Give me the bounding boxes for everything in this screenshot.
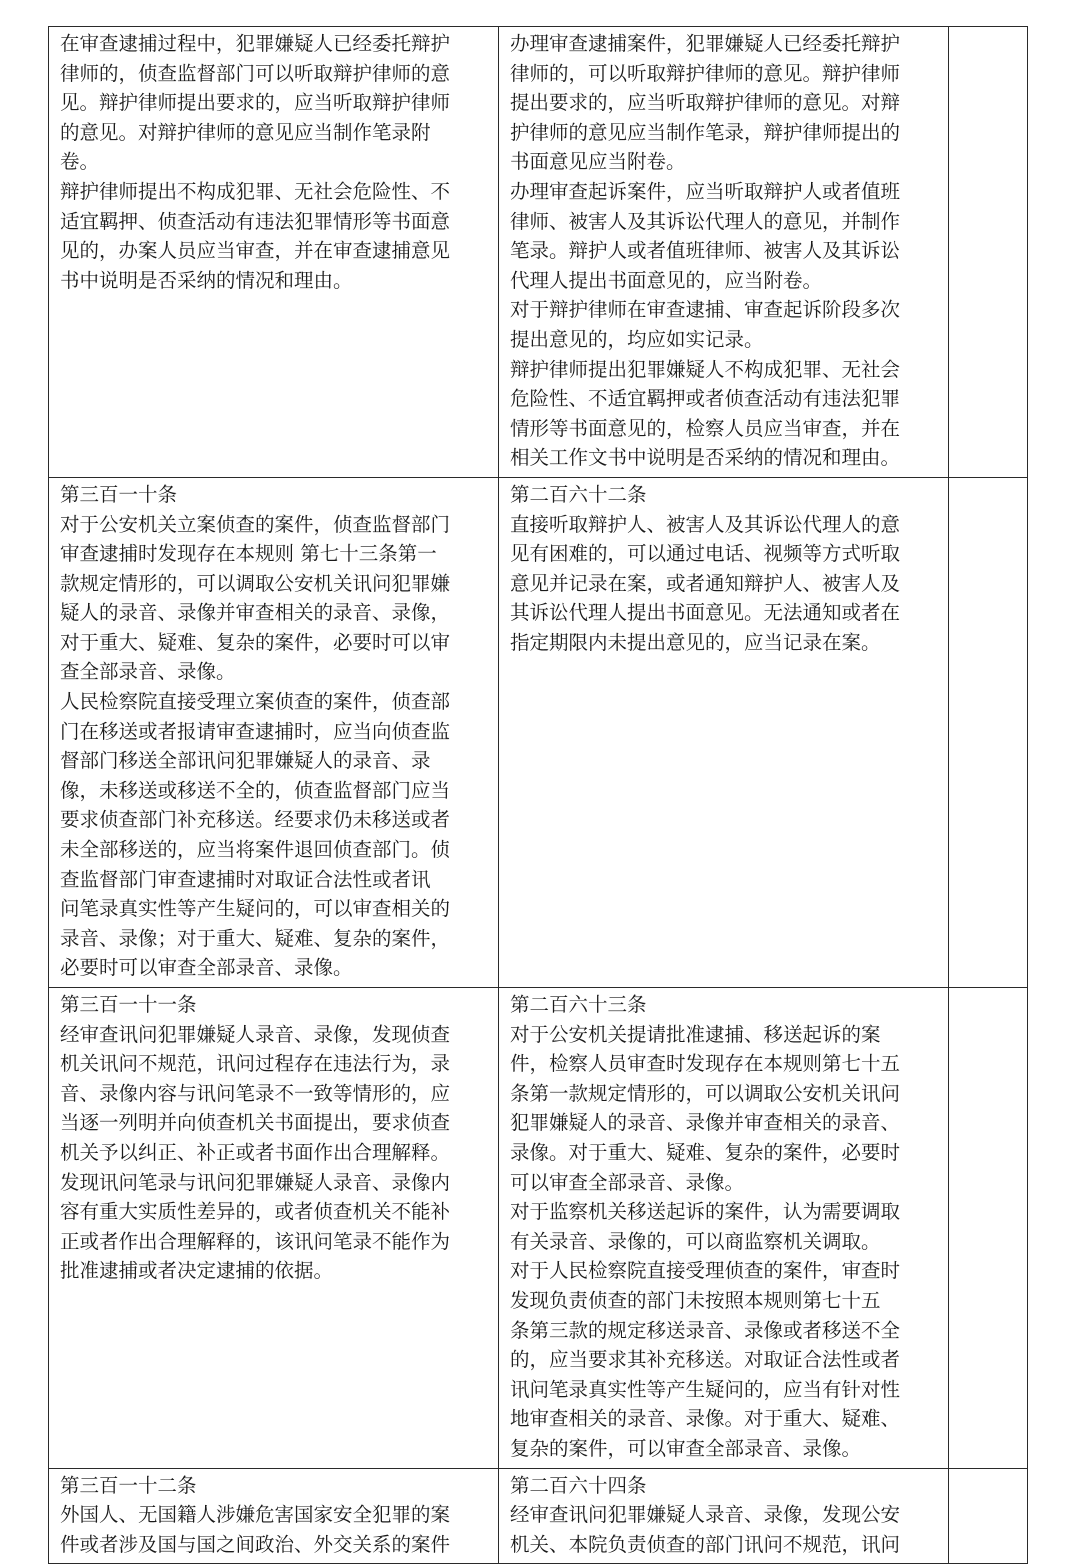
table-row (49, 27, 1028, 478)
paragraph: 办理审查逮捕案件，犯罪嫌疑人已经委托辩护 律师的，可以听取辩护律师的意见。辩护律师 提出要求的，应当听取辩护律师的意见。对辩 护律师的意见应当制作笔录，辩护律师提出的 书面意见应当附卷。 (510, 32, 901, 174)
paragraph: 对于公安机关立案侦查的案件，侦查监督部门 审查逮捕时发现存在本规则 第七十三条第一 款规定情形的，可以调取公安机关讯问犯罪嫌 疑人的录音、录像并审查相关的录音、录像， 对于重大、疑难、复杂的案件，必要时可以审 查全部录音、录像。 (60, 512, 451, 684)
paragraph: 辩护律师提出犯罪嫌疑人不构成犯罪、无社会 危险性、不适宜羁押或者侦查活动有违法犯罪 情形等书面意见的，检察人员应当审查，并在 相关工作文书中说明是否采纳的情况和理由。 (510, 357, 901, 470)
old-rule-cell (49, 1468, 499, 1564)
note-cell (949, 988, 1028, 1469)
old-rule-cell (49, 988, 499, 1469)
article-heading: 第二百六十三条 (510, 993, 647, 1016)
table-row (49, 477, 1028, 987)
paragraph: 外国人、无国籍人涉嫌危害国家安全犯罪的案 件或者涉及国与国之间政治、外交关系的案件 (60, 1503, 451, 1556)
comparison-table (48, 26, 1028, 1564)
paragraph: 辩护律师提出不构成犯罪、无社会危险性、不 适宜羁押、侦查活动有违法犯罪情形等书面意 见的，办案人员应当审查，并在审查逮捕意见 书中说明是否采纳的情况和理由。 (60, 179, 451, 292)
paragraph: 办理审查起诉案件，应当听取辩护人或者值班 律师、被害人及其诉讼代理人的意见，并制作 笔录。辩护人或者值班律师、被害人及其诉讼 代理人提出书面意见的，应当附卷。 (510, 179, 901, 292)
paragraph: 对于辩护律师在审查逮捕、审查起诉阶段多次 提出意见的，均应如实记录。 (510, 298, 901, 351)
new-rule-cell (499, 477, 949, 987)
paragraph: 直接听取辩护人、被害人及其诉讼代理人的意 见有困难的，可以通过电话、视频等方式听取 意见并记录在案，或者通知辩护人、被害人及 其诉讼代理人提出书面意见。无法通知或者在 指定期限内未提出意见的，应当记录在案。 (510, 512, 901, 654)
article-heading: 第三百一十一条 (60, 993, 197, 1016)
paragraph: 对于人民检察院直接受理侦查的案件，审查时 发现负责侦查的部门未按照本规则第七十五 条第三款的规定移送录音、录像或者移送不全 的，应当要求其补充移送。对取证合法性或者 讯问笔录真实性等产生疑问的，应当有针对性 地审查相关的录音、录像。对于重大、疑难、 复杂的案件，可以审查全部录音、录像。 (510, 1259, 901, 1460)
paragraph: 对于公安机关提请批准逮捕、移送起诉的案 件，检察人员审查时发现存在本规则第七十五 条第一款规定情形的，可以调取公安机关讯问 犯罪嫌疑人的录音、录像并审查相关的录音、 录像。对于重大、疑难、复杂的案件，必要时 可以审查全部录音、录像。 (510, 1022, 901, 1194)
note-cell (949, 1468, 1028, 1564)
old-rule-cell (49, 27, 499, 478)
article-heading: 第三百一十条 (60, 482, 178, 506)
table-row (49, 988, 1028, 1469)
paragraph: 经审查讯问犯罪嫌疑人录音、录像，发现侦查 机关讯问不规范，讯问过程存在违法行为，录 音、录像内容与讯问笔录不一致等情形的，应 当逐一列明并向侦查机关书面提出，要求侦查 机关予以纠正、补正或者书面作出合理解释。 发现讯问笔录与讯问犯罪嫌疑人录音、录像内 容有重大实质性差异的，或者侦查机关不能补 正或者作出合理解释的，该讯问笔录不能作为 批准逮捕或者决定逮捕的依据。 (60, 1022, 451, 1283)
note-cell (949, 477, 1028, 987)
note-cell (949, 27, 1028, 478)
new-rule-cell (499, 988, 949, 1469)
paragraph: 经审查讯问犯罪嫌疑人录音、录像，发现公安 机关、本院负责侦查的部门讯问不规范，讯问 (510, 1503, 901, 1556)
article-heading: 第三百一十二条 (60, 1473, 197, 1497)
article-heading: 第二百六十四条 (510, 1473, 647, 1497)
table-row (49, 1468, 1028, 1564)
new-rule-cell (499, 27, 949, 478)
article-heading: 第二百六十二条 (510, 482, 647, 506)
old-rule-cell (49, 477, 499, 987)
paragraph: 人民检察院直接受理立案侦查的案件，侦查部 门在移送或者报请审查逮捕时，应当向侦查监 督部门移送全部讯问犯罪嫌疑人的录音、录 像，未移送或移送不全的，侦查监督部门应当 要求侦查部门补充移送。经要求仍未移送或者 未全部移送的，应当将案件退回侦查部门。侦 查监督部门审查逮捕时对取证合法性或者讯 问笔录真实性等产生疑问的，可以审查相关的 录音、录像；对于重大、疑难、复杂的案件， 必要时可以审查全部录音、录像。 (60, 690, 451, 980)
new-rule-cell (499, 1468, 949, 1564)
paragraph: 在审查逮捕过程中，犯罪嫌疑人已经委托辩护 律师的，侦查监督部门可以听取辩护律师的意 见。辩护律师提出要求的，应当听取辩护律师 的意见。对辩护律师的意见应当制作笔录附 卷。 (60, 32, 451, 174)
paragraph: 对于监察机关移送起诉的案件，认为需要调取 有关录音、录像的，可以商监察机关调取。 (510, 1200, 901, 1253)
